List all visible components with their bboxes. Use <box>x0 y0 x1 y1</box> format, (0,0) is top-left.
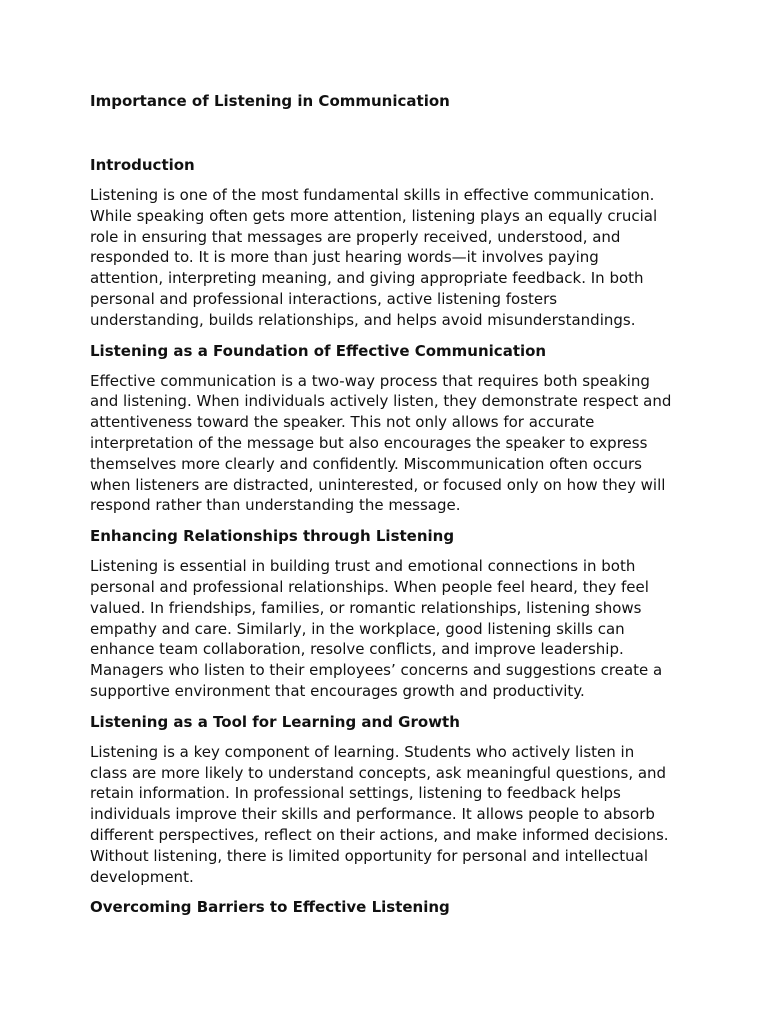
section-introduction <box>90 154 690 331</box>
section-barriers <box>90 896 690 918</box>
section-heading: Enhancing Relationships through Listening <box>90 527 455 546</box>
section-heading: Listening as a Tool for Learning and Growth <box>90 712 460 731</box>
section-paragraph: Effective communication is a two-way process that requires both speaking and listening. When individuals actively listen, they demonstrate respect and attentiveness toward the speaker. This not only allows for accurate interpretation of the message but also encourages the speaker to express themselves more clearly and confidently. Miscommunication often occurs when listeners are distracted, uninterested, or focused only on how they will respond rather than understanding the message. <box>90 371 672 515</box>
section-heading: Introduction <box>90 156 195 174</box>
section-paragraph: Listening is a key component of learning. Students who actively listen in class are more likely to understand concepts, ask meaningful questions, and retain information. In professional settings, listening to feedback helps individuals improve their skills and performance. It allows people to absorb different perspectives, reflect on their actions, and make informed decisions. Without listening, there is limited opportunity for personal and intellectual development. <box>90 742 669 886</box>
section-foundation <box>90 340 690 517</box>
document-title: Importance of Listening in Communication <box>90 92 450 110</box>
section-learning-growth <box>90 711 690 888</box>
section-heading: Overcoming Barriers to Effective Listening <box>90 898 450 917</box>
section-relationships <box>90 525 690 702</box>
section-heading: Listening as a Foundation of Effective Communication <box>90 341 547 360</box>
section-paragraph: Listening is essential in building trust and emotional connections in both personal and professional relationships. When people feel heard, they feel valued. In friendships, families, or romantic relationships, listening shows empathy and care. Similarly, in the workplace, good listening skills can enhance team collaboration, resolve conflicts, and improve leadership. Managers who listen to their employees’ concerns and suggestions create a supportive environment that encourages growth and productivity. <box>90 557 663 700</box>
section-paragraph: Listening is one of the most fundamental skills in effective communication. While speaking often gets more attention, listening plays an equally crucial role in ensuring that messages are properly received, understood, and responded to. It is more than just hearing words—it involves paying attention, interpreting meaning, and giving appropriate feedback. In both personal and professional interactions, active listening fosters understanding, builds relationships, and helps avoid misunderstandings. <box>90 186 658 329</box>
document-content <box>90 90 690 927</box>
